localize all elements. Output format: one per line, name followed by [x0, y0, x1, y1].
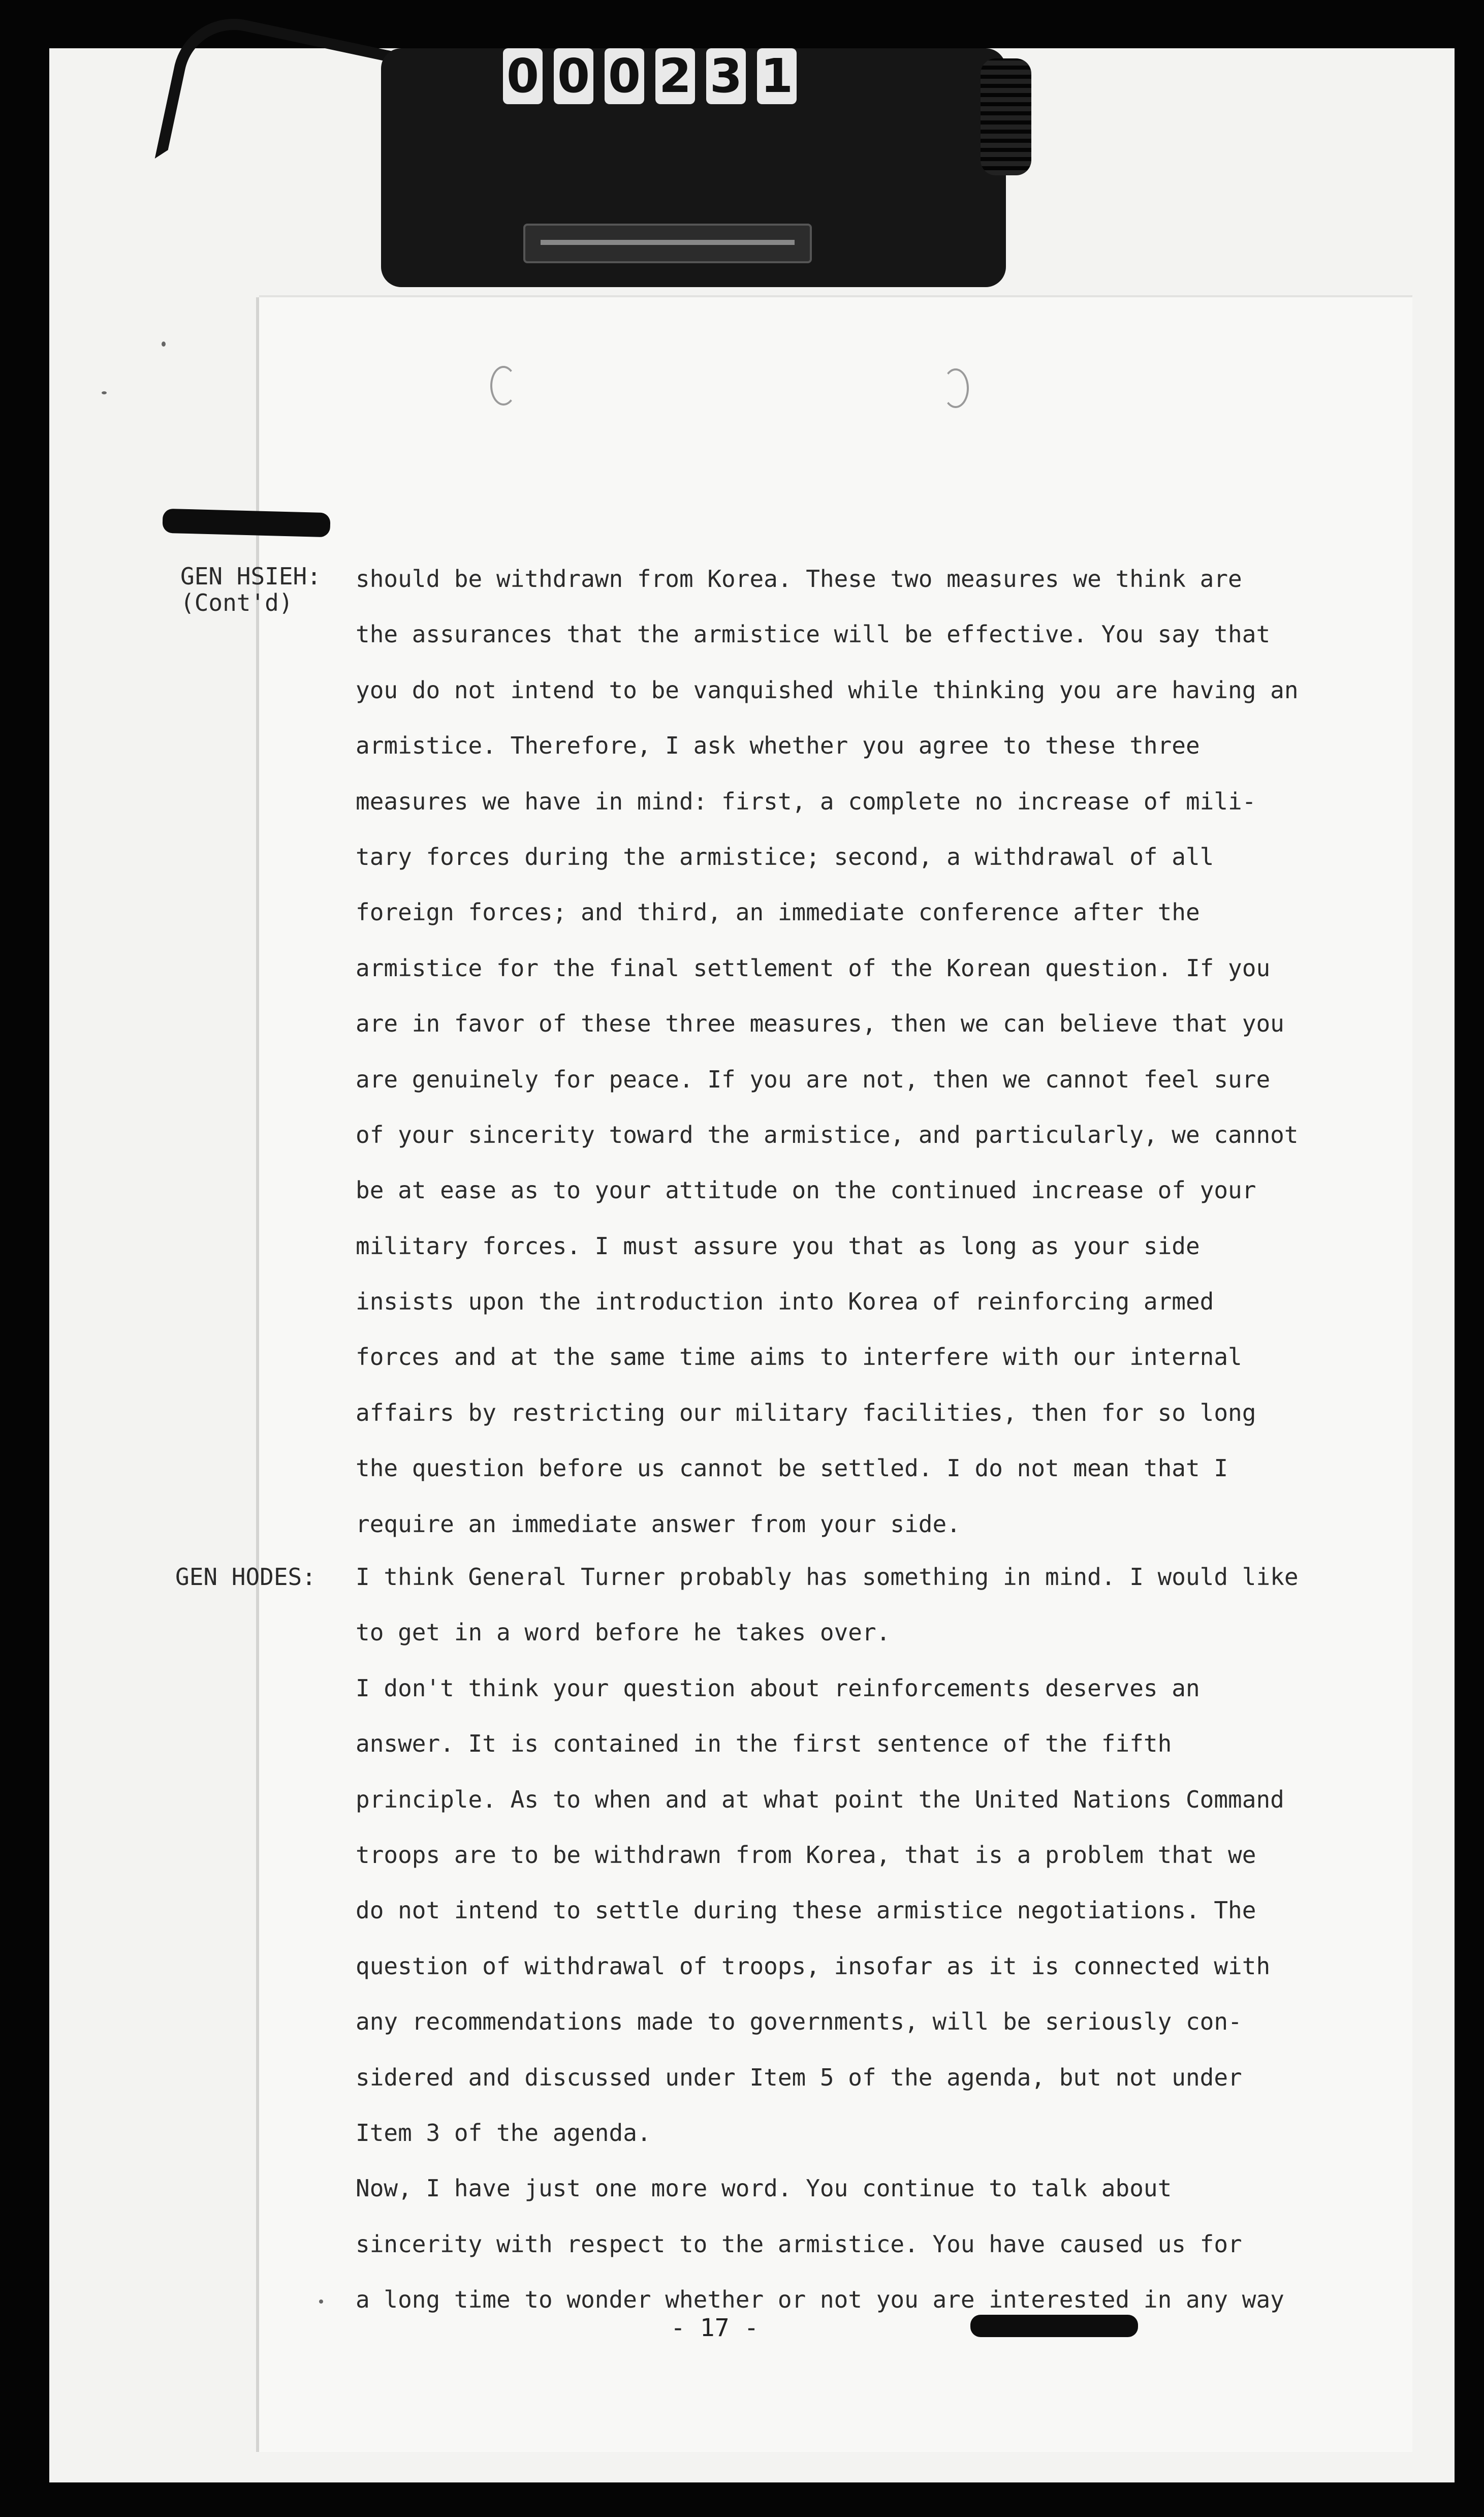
text-line: are genuinely for peace. If you are not, then we cannot feel sure: [356, 1065, 1271, 1093]
text-line: foreign forces; and third, an immediate conference after the: [356, 898, 1200, 926]
text-line: sincerity with respect to the armistice. You have caused us for: [356, 2230, 1242, 2258]
dust-speck: [102, 391, 107, 394]
text-line: you do not intend to be vanquished while thinking you are having an: [356, 676, 1299, 704]
frame-counter: [503, 48, 797, 104]
counter-knob: [981, 58, 1031, 175]
text-line: troops are to be withdrawn from Korea, that is a problem that we: [356, 1841, 1256, 1869]
text-line: tary forces during the armistice; second, a withdrawal of all: [356, 843, 1214, 871]
text-line: should be withdrawn from Korea. These two measures we think are: [356, 565, 1242, 593]
text-line: require an immediate answer from your side.: [356, 1510, 961, 1538]
text-line: affairs by restricting our military facilities, then for so long: [356, 1399, 1256, 1426]
text-line: question of withdrawal of troops, insofar as it is connected with: [356, 1952, 1271, 1980]
text-line: principle. As to when and at what point the United Nations Command: [356, 1785, 1284, 1813]
dust-speck: [162, 341, 166, 347]
text-line: Item 3 of the agenda.: [356, 2119, 651, 2147]
text-line: the question before us cannot be settled. I do not mean that I: [356, 1454, 1228, 1482]
text-line: any recommendations made to governments, will be seriously con-: [356, 2008, 1242, 2036]
text-line: I think General Turner probably has something in mind. I would like: [356, 1563, 1299, 1591]
frame-counter-device: [381, 48, 1006, 287]
speaker-name: GEN HODES:: [175, 1563, 316, 1591]
continued-label: (Cont'd): [180, 589, 293, 616]
text-line: I don't think your question about reinforcements deserves an: [356, 1674, 1200, 1702]
counter-digit: 0: [605, 48, 644, 104]
text-line: answer. It is contained in the first sentence of the fifth: [356, 1730, 1172, 1758]
text-line: forces and at the same time aims to interfere with our internal: [356, 1343, 1242, 1371]
counter-digit: 1: [757, 48, 797, 104]
punch-hole: [942, 368, 969, 408]
text-line: of your sincerity toward the armistice, and particularly, we cannot: [356, 1121, 1299, 1148]
hodes-statement: [356, 1564, 1346, 2342]
redaction-mark: [162, 509, 330, 538]
hsieh-statement: [356, 566, 1346, 1566]
speaker-name: GEN HSIEH:: [180, 563, 321, 590]
text-line: armistice for the final settlement of the Korean question. If you: [356, 954, 1271, 982]
text-line: be at ease as to your attitude on the continued increase of your: [356, 1176, 1256, 1204]
dust-speck: [319, 2300, 323, 2304]
text-line: Now, I have just one more word. You continue to talk about: [356, 2174, 1172, 2202]
page-number: - 17 -: [671, 2314, 759, 2342]
text-line: the assurances that the armistice will be effective. You say that: [356, 620, 1271, 648]
text-line: insists upon the introduction into Korea of reinforcing armed: [356, 1288, 1214, 1316]
text-line: do not intend to settle during these armistice negotiations. The: [356, 1897, 1256, 1924]
text-line: military forces. I must assure you that as long as your side: [356, 1232, 1200, 1260]
speaker-label-hsieh: [180, 563, 321, 616]
text-line: are in favor of these three measures, then we can believe that you: [356, 1010, 1284, 1038]
counter-digit: 0: [554, 48, 593, 104]
text-line: sidered and discussed under Item 5 of the agenda, but not under: [356, 2063, 1242, 2091]
counter-digit: 2: [655, 48, 695, 104]
text-line: armistice. Therefore, I ask whether you agree to these three: [356, 732, 1200, 760]
text-line: measures we have in mind: first, a complete no increase of mili-: [356, 787, 1256, 815]
counter-digit: 3: [706, 48, 746, 104]
speaker-label-hodes: [175, 1564, 316, 1590]
punch-hole: [490, 366, 517, 406]
redaction-mark: [970, 2315, 1138, 2337]
counter-digit: 0: [503, 48, 543, 104]
counter-slot: [523, 224, 812, 263]
text-line: a long time to wonder whether or not you are interested in any way: [356, 2286, 1284, 2314]
text-line: to get in a word before he takes over.: [356, 1619, 891, 1646]
